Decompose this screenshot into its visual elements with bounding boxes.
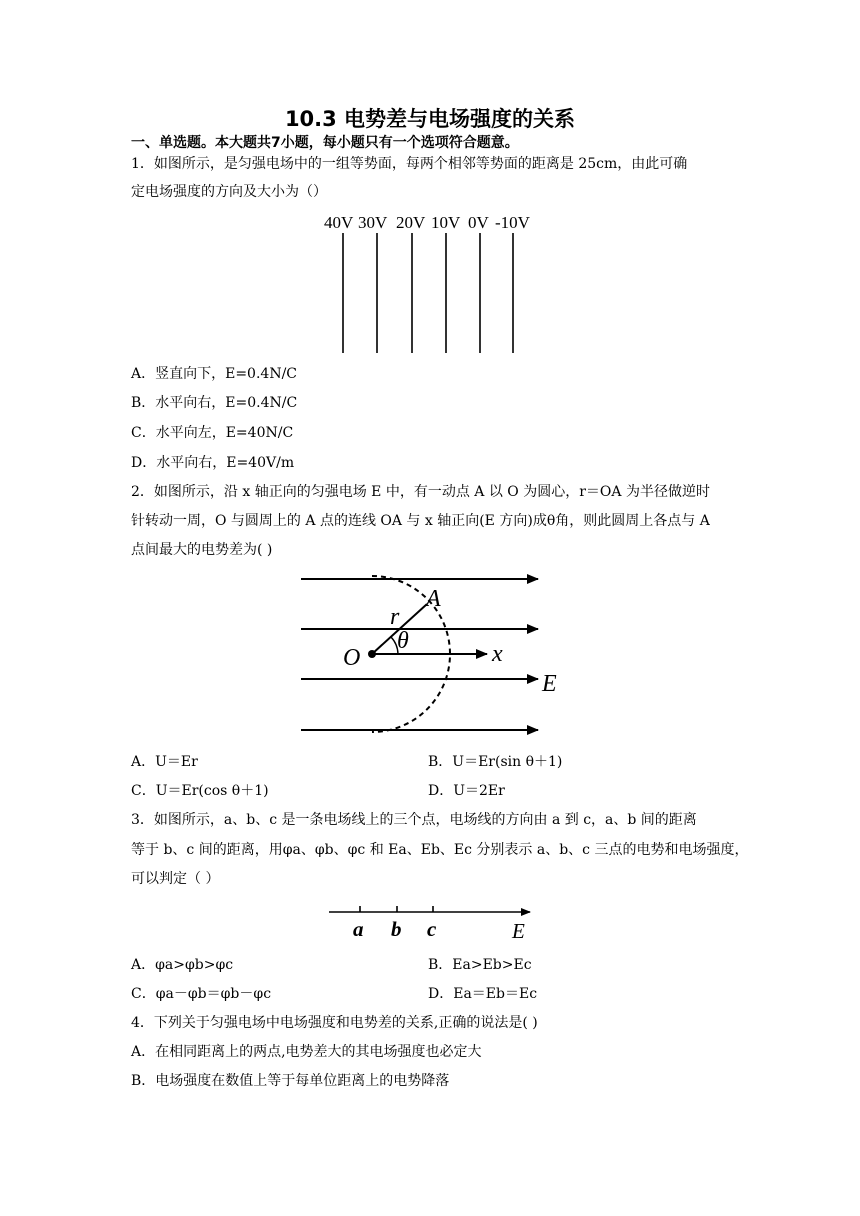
q2-stem-line3: 点间最大的电势差为( ) [131, 542, 273, 558]
q3-option-b: B．Ea>Eb>Ec [428, 957, 532, 973]
q1-potential-label: 0V [468, 213, 489, 232]
q1-stem-line1: 1．如图所示，是匀强电场中的一组等势面，每两个相邻等势面的距离是 25cm，由此可确 [131, 156, 688, 172]
q2-option-c: C．U＝Er(cos θ＋1) [131, 783, 269, 799]
q3-field-line-figure [325, 898, 540, 946]
q4-option-b: B．电场强度在数值上等于每单位距离上的电势降落 [131, 1073, 450, 1089]
q1-potential-label: 20V [396, 213, 426, 232]
q1-equipotential-figure [320, 205, 540, 357]
q4-option-a: A．在相同距离上的两点,电势差大的其电场强度也必定大 [131, 1044, 482, 1060]
q1-option-a: A．竖直向下，E=0.4N/C [131, 366, 298, 382]
label-o: O [343, 645, 361, 671]
q1-option-d: D．水平向右，E=40V/m [131, 455, 295, 471]
label-b: b [391, 917, 402, 941]
q3-option-c: C．φa－φb＝φb－φc [131, 986, 272, 1002]
q1-potential-label: -10V [495, 213, 530, 232]
q2-option-a: A．U＝Er [131, 754, 198, 770]
q4-stem-line1: 4．下列关于匀强电场中电场强度和电势差的关系,正确的说法是( ) [131, 1015, 538, 1031]
center-point-o [368, 650, 376, 658]
label-c: c [427, 917, 437, 941]
label-r: r [390, 604, 400, 630]
q3-option-a: A．φa>φb>φc [131, 957, 234, 973]
q1-potential-label: 10V [431, 213, 461, 232]
q1-option-c: C．水平向左，E=40N/C [131, 425, 294, 441]
q1-potential-label: 40V [324, 213, 354, 232]
q3-option-d: D．Ea＝Eb＝Ec [428, 986, 538, 1002]
q2-option-d: D．U＝2Er [428, 783, 505, 799]
q3-stem-line1: 3．如图所示，a、b、c 是一条电场线上的三个点，电场线的方向由 a 到 c，a、b 间的距离 [131, 812, 697, 828]
label-a: A [426, 586, 441, 612]
label-a: a [353, 917, 364, 941]
q3-stem-line2: 等于 b、c 间的距离，用φa、φb、φc 和 Ea、Eb、Ec 分别表示 a、b、c 三点的电势和电场强度， [131, 842, 749, 858]
q2-field-circle-figure [295, 568, 570, 740]
q1-potential-label: 30V [358, 213, 388, 232]
q1-option-b: B．水平向右，E=0.4N/C [131, 395, 298, 411]
page-title: 10.3 电势差与电场强度的关系 [284, 107, 576, 131]
section-heading: 一、单选题。本大题共7小题，每小题只有一个选项符合题意。 [131, 135, 519, 151]
q3-stem-line3: 可以判定（ ） [131, 871, 220, 887]
q1-stem-line2: 定电场强度的方向及大小为（） [131, 184, 327, 200]
label-e: E [512, 919, 525, 943]
q2-stem-line1: 2．如图所示，沿 x 轴正向的匀强电场 E 中，有一动点 A 以 O 为圆心，r＝OA 为半径做逆时 [131, 484, 710, 500]
q2-stem-line2: 针转动一周，O 与圆周上的 A 点的连线 OA 与 x 轴正向(E 方向)成θ角，则此圆周上各点与 A [131, 513, 710, 529]
label-x: x [492, 641, 503, 667]
label-theta: θ [397, 628, 409, 654]
q2-option-b: B．U＝Er(sin θ＋1) [428, 754, 563, 770]
label-e: E [542, 671, 557, 697]
